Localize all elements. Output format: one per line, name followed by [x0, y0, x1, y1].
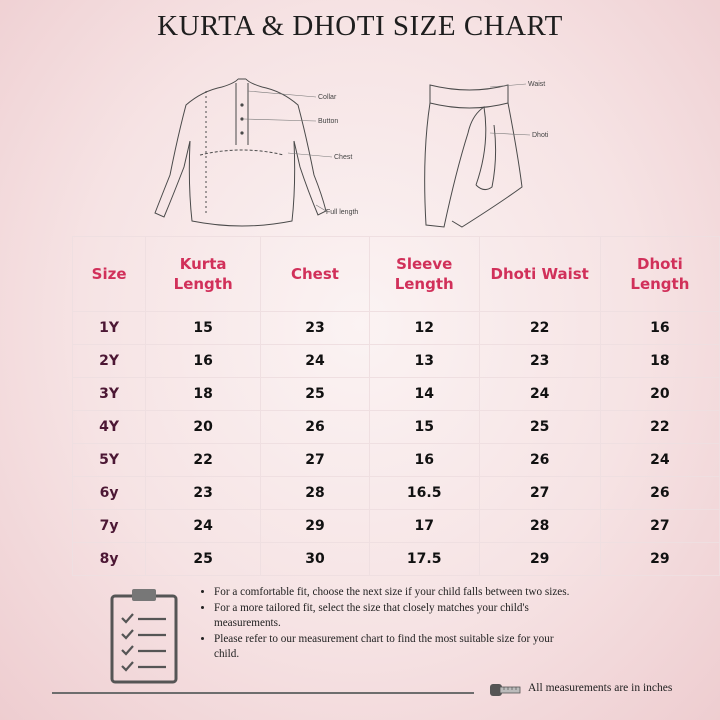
measurement-cell: 18 — [600, 345, 719, 378]
note-item: • For a more tailored fit, select the size that closely matches your child's measurements. — [214, 601, 574, 632]
size-cell: 8y — [73, 543, 146, 576]
size-cell: 7y — [73, 510, 146, 543]
label-waist: Waist — [528, 81, 546, 88]
kurta-drawing — [155, 79, 326, 226]
table-row — [73, 378, 720, 411]
column-header — [261, 237, 370, 312]
size-cell: 4Y — [73, 411, 146, 444]
table-row — [73, 411, 720, 444]
size-chart-table — [72, 236, 720, 576]
measurement-cell: 26 — [261, 411, 370, 444]
measurement-cell: 13 — [369, 345, 479, 378]
column-header-text: Size — [91, 265, 127, 283]
measurement-cell: 27 — [261, 444, 370, 477]
measurement-cell: 28 — [479, 510, 600, 543]
table-header-row — [73, 237, 720, 312]
measurement-cell: 23 — [261, 312, 370, 345]
measurement-cell: 24 — [261, 345, 370, 378]
garment-illustration — [140, 75, 560, 235]
measurement-cell: 26 — [600, 477, 719, 510]
table-row — [73, 345, 720, 378]
measurement-cell: 30 — [261, 543, 370, 576]
note-item: • For a comfortable fit, choose the next size if your child falls between two sizes. — [214, 585, 574, 601]
measurement-cell: 15 — [146, 312, 261, 345]
column-header-text: Dhoti Waist — [490, 265, 589, 283]
note-item: • Please refer to our measurement chart to find the most suitable size for your child. — [214, 632, 574, 663]
size-cell: 5Y — [73, 444, 146, 477]
measurement-cell: 24 — [479, 378, 600, 411]
chart-title: KURTA & DHOTI SIZE CHART — [157, 10, 563, 42]
measurement-unit-note: All measurements are in inches — [528, 682, 673, 694]
measurement-cell: 15 — [369, 411, 479, 444]
dhoti-drawing — [425, 85, 522, 227]
column-header — [600, 237, 719, 312]
measurement-cell: 27 — [479, 477, 600, 510]
column-header — [479, 237, 600, 312]
fit-notes — [200, 585, 574, 663]
table-row — [73, 477, 720, 510]
measurement-cell: 22 — [479, 312, 600, 345]
measurement-cell: 18 — [146, 378, 261, 411]
measurement-cell: 14 — [369, 378, 479, 411]
measurement-cell: 28 — [261, 477, 370, 510]
column-header — [369, 237, 479, 312]
measurement-cell: 17.5 — [369, 543, 479, 576]
size-cell: 1Y — [73, 312, 146, 345]
measurement-cell: 25 — [261, 378, 370, 411]
label-dhoti: Dhoti — [532, 132, 549, 139]
size-cell: 3Y — [73, 378, 146, 411]
measurement-cell: 26 — [479, 444, 600, 477]
measurement-cell: 22 — [600, 411, 719, 444]
measurement-cell: 16 — [146, 345, 261, 378]
measurement-cell: 12 — [369, 312, 479, 345]
column-header-text: Length — [394, 275, 454, 293]
column-header-text: Chest — [290, 265, 339, 283]
size-cell: 6y — [73, 477, 146, 510]
label-chest: Chest — [334, 154, 353, 161]
kurta-buttons — [240, 103, 243, 134]
measurement-cell: 16.5 — [369, 477, 479, 510]
table-body — [73, 312, 720, 576]
column-header — [73, 237, 146, 312]
measurement-cell: 24 — [600, 444, 719, 477]
measurement-cell: 20 — [146, 411, 261, 444]
column-header-text: Sleeve — [396, 255, 453, 273]
column-header-text: Length — [630, 275, 690, 293]
label-full-length: Full length — [326, 209, 359, 216]
measurement-cell: 20 — [600, 378, 719, 411]
dhoti-leader-lines — [490, 84, 530, 135]
clipboard-checklist-icon — [108, 586, 188, 686]
table-row — [73, 312, 720, 345]
table-row — [73, 510, 720, 543]
measurement-cell: 29 — [600, 543, 719, 576]
measurement-cell: 29 — [479, 543, 600, 576]
divider-line — [52, 692, 474, 694]
measurement-cell: 16 — [369, 444, 479, 477]
column-header — [146, 237, 261, 312]
measurement-cell: 23 — [146, 477, 261, 510]
table-row — [73, 444, 720, 477]
measurement-cell: 25 — [146, 543, 261, 576]
column-header-text: Kurta — [179, 255, 227, 273]
measurement-cell: 25 — [479, 411, 600, 444]
measuring-tape-icon — [488, 680, 522, 700]
table-row — [73, 543, 720, 576]
measurement-cell: 29 — [261, 510, 370, 543]
size-cell: 2Y — [73, 345, 146, 378]
measurement-cell: 23 — [479, 345, 600, 378]
measurement-cell: 27 — [600, 510, 719, 543]
label-collar: Collar — [318, 94, 337, 101]
measurement-cell: 24 — [146, 510, 261, 543]
measurement-cell: 22 — [146, 444, 261, 477]
measurement-cell: 17 — [369, 510, 479, 543]
column-header-text: Dhoti — [637, 255, 683, 273]
column-header-text: Length — [173, 275, 233, 293]
label-button: Button — [318, 118, 339, 125]
measurement-cell: 16 — [600, 312, 719, 345]
